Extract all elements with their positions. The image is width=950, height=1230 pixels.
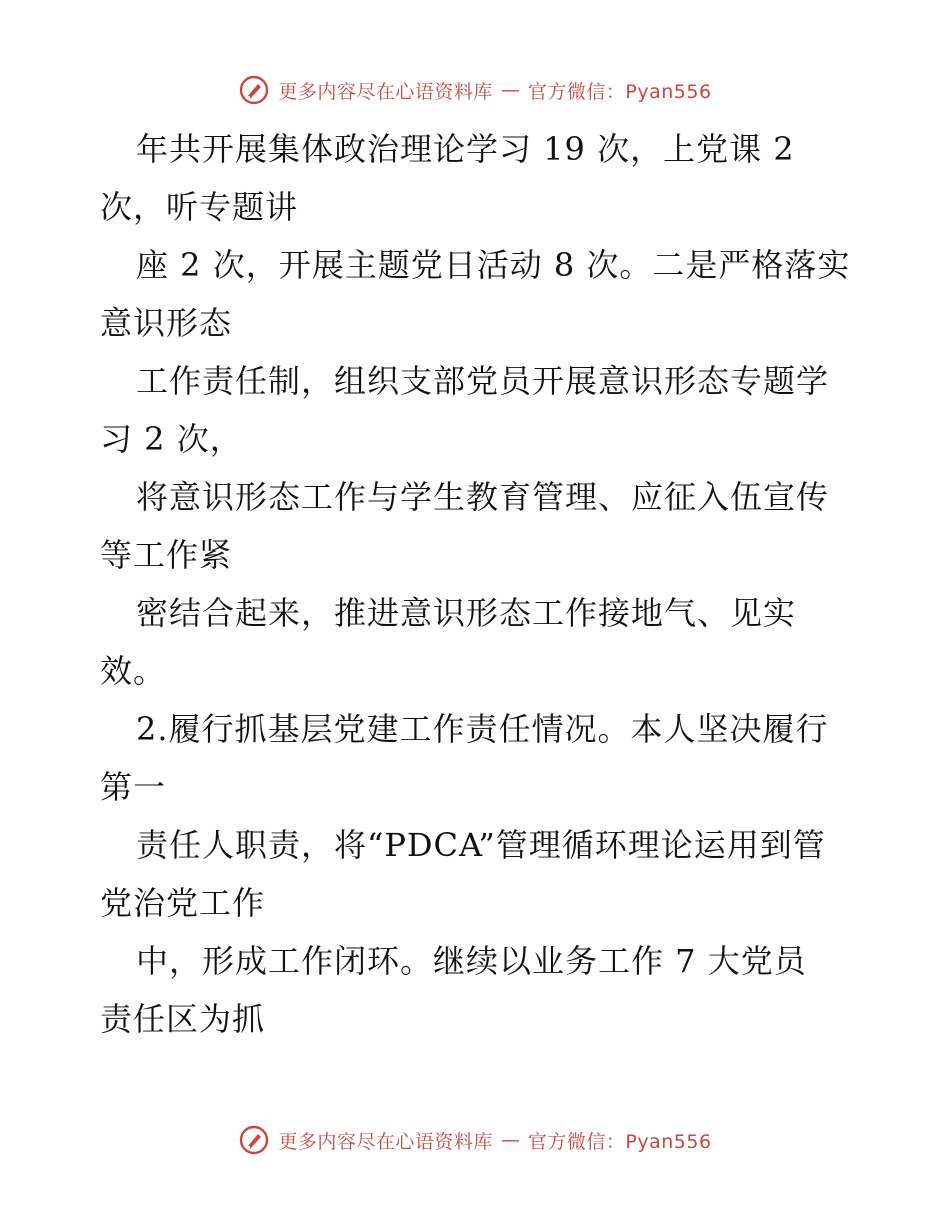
watermark-contact: 官方微信：Pyan556: [527, 1130, 712, 1153]
paragraph: [0, 700, 950, 816]
footer-watermark: [0, 1120, 950, 1160]
paragraph-line: 工作责任制，组织支部党员开展意识形态专题学: [136, 362, 830, 400]
document-body: [0, 120, 950, 1048]
watermark-text: 更多内容尽在心语资料库: [278, 1130, 493, 1153]
header-watermark: [0, 70, 950, 110]
paragraph-line: 2.履行抓基层党建工作责任情况。本人坚决履行: [136, 710, 829, 748]
paragraph-line: 年共开展集体政治理论学习 19 次，上党课 2: [136, 130, 795, 168]
paragraph-line-continued: 习 2 次，: [100, 420, 243, 458]
paragraph-line-continued: 等工作紧: [100, 536, 233, 574]
paragraph-line: 责任人职责，将“PDCA”管理循环理论运用到管: [136, 826, 826, 864]
paragraph: [0, 584, 950, 700]
paragraph-line: 座 2 次，开展主题党日活动 8 次。二是严格落实: [136, 246, 851, 284]
fountain-pen-logo-icon: [238, 74, 270, 106]
paragraph-line-continued: 次，听专题讲: [100, 188, 299, 226]
fountain-pen-logo-icon: [238, 1124, 270, 1156]
watermark-contact: 官方微信：Pyan556: [527, 80, 712, 103]
paragraph-line-continued: 效。: [100, 652, 167, 690]
paragraph: [0, 468, 950, 584]
watermark-dash: —: [500, 79, 520, 101]
paragraph: [0, 236, 950, 352]
paragraph-line-continued: 意识形态: [100, 304, 233, 342]
paragraph-line-continued: 党治党工作: [100, 884, 266, 922]
paragraph: [0, 816, 950, 932]
paragraph: [0, 932, 950, 1048]
watermark-text: 更多内容尽在心语资料库: [278, 80, 493, 103]
paragraph: [0, 352, 950, 468]
paragraph-line: 将意识形态工作与学生教育管理、应征入伍宣传: [136, 478, 830, 516]
paragraph-line-continued: 责任区为抓: [100, 1000, 266, 1038]
paragraph: [0, 120, 950, 236]
paragraph-line-continued: 第一: [100, 768, 167, 806]
watermark-dash: —: [500, 1129, 520, 1151]
paragraph-line: 中，形成工作闭环。继续以业务工作 7 大党员: [136, 942, 807, 980]
paragraph-line: 密结合起来，推进意识形态工作接地气、见实: [136, 594, 797, 632]
